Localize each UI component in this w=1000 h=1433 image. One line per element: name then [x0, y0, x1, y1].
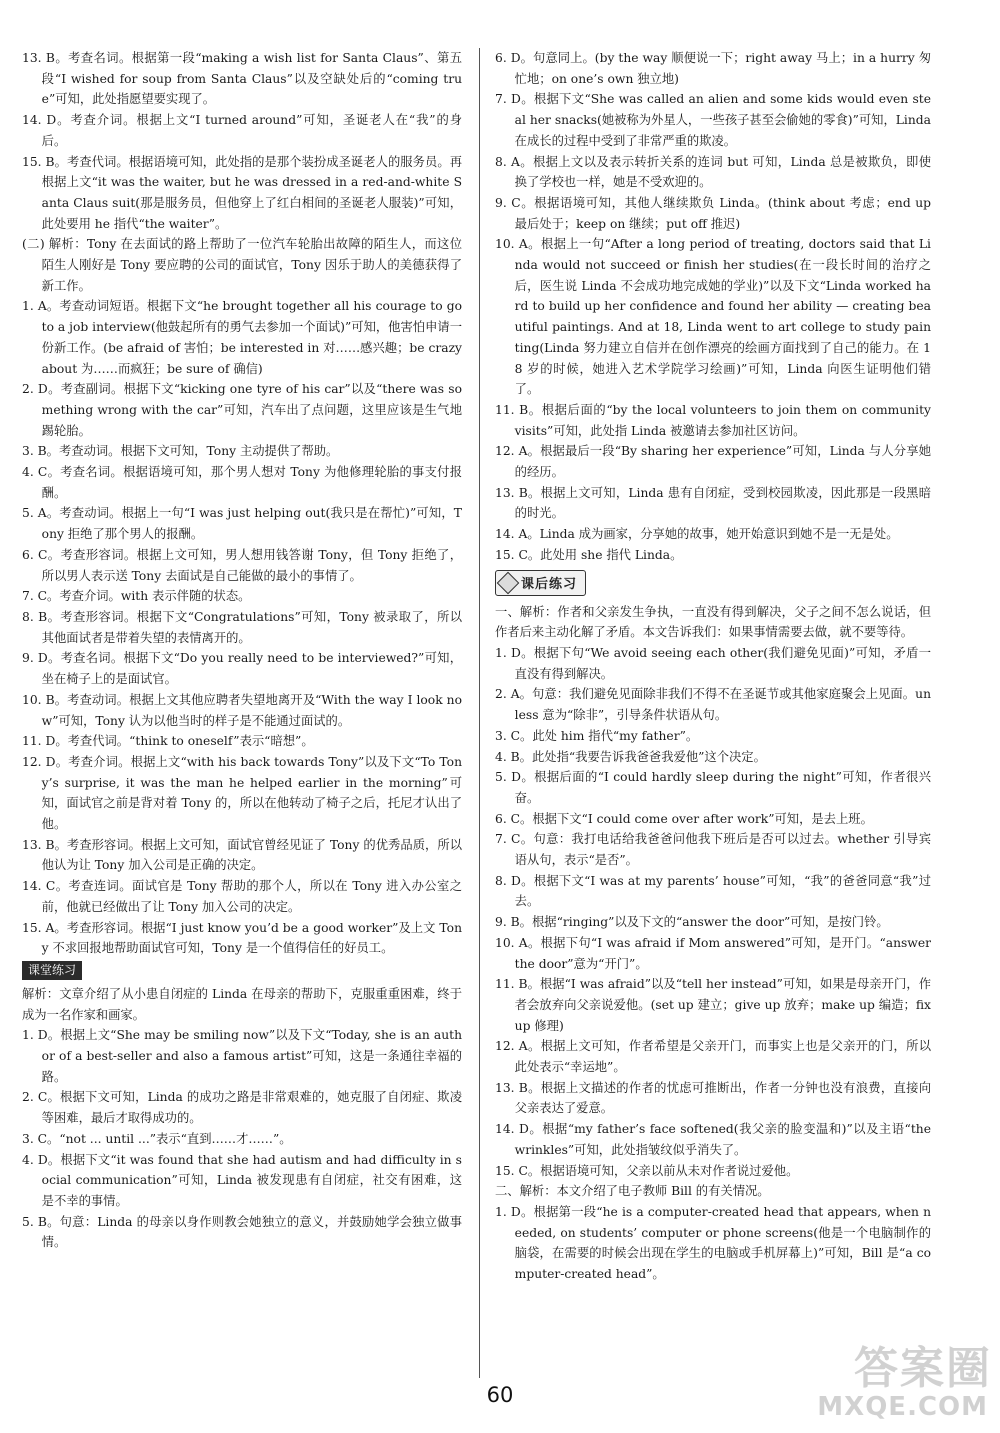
answer-explanation: 9. D。考查名词。根据下文“Do you really need to be interviewed?”可知，坐在椅子上的是面试官。 [22, 651, 462, 687]
answer-explanation: 9. B。根据“ringing”以及下文的“answer the door”可知，是按门铃。 [495, 915, 889, 930]
answer-explanation: 13. B。根据上文可知，Linda 患有自闭症，受到校园欺凌，因此那是一段黑暗的时光。 [495, 485, 931, 521]
answer-explanation: 10. A。根据下句“I was afraid if Mom answered”可知，是开门。“answer the door”意为“开门”。 [495, 935, 931, 971]
answer-explanation: 2. A。句意：我们避免见面除非我们不得不在圣诞节或其他家庭聚会上见面。unless 意为“除非”，引导条件状语从句。 [495, 687, 931, 723]
answer-explanation: 4. B。此处指“我要告诉我爸爸我爱他”这个决定。 [495, 749, 766, 764]
answer-explanation: 10. B。考查动词。根据上文其他应聘者失望地离开及“With the way I look now”可知，Tony 认为以他当时的样子是不能通过面试的。 [22, 692, 462, 728]
watermark-main-text: 答案圈 [854, 1343, 992, 1394]
answer-explanation: 6. C。考查形容词。根据上文可知，男人想用钱答谢 Tony，但 Tony 拒绝了，所以男人表示送 Tony 去面试是自己能做的最小的事情了。 [22, 547, 462, 583]
section-header-row [495, 566, 931, 602]
section-header-classroom-practice: 课堂练习 [22, 961, 82, 980]
page-number: 60 [486, 1383, 514, 1407]
answer-explanation: 14. A。Linda 成为画家，分享她的故事，她开始意识到她不是一无是处。 [495, 527, 899, 542]
answer-explanation: 14. D。根据“my father’s face softened(我父亲的脸变温和)”以及主语“the wrinkles”可知，此处指皱纹似乎消失了。 [495, 1122, 931, 1157]
answer-explanation: 14. D。考查介词。根据上文“I turned around”可知，圣诞老人在“我”的身后。 [22, 113, 462, 148]
answer-explanation: 5. B。句意：Linda 的母亲以身作则教会她独立的意义，并鼓励她学会独立做事情。 [22, 1214, 462, 1250]
answer-explanation: 9. C。根据语境可知，其他人继续欺负 Linda。(think about 考虑；end up 最后处于；keep on 继续；put off 推迟) [495, 195, 931, 231]
answer-explanation: 8. B。考查形容词。根据下文“Congratulations”可知，Tony 被录取了，所以其他面试者是带着失望的表情离开的。 [22, 609, 462, 645]
answer-explanation: 4. C。考查名词。根据语境可知，那个男人想对 Tony 为他修理轮胎的事支付报酬。 [22, 465, 462, 500]
answer-explanation: 3. C。此处 him 指代“my father”。 [495, 728, 699, 743]
passage-summary: 一、解析：作者和父亲发生争执，一直没有得到解决，父子之间不怎么说话，但作者后来主动化解了矛盾。本文告诉我们：如果事情需要去做，就不要等待。 [495, 604, 931, 640]
answer-explanation: 2. C。根据下文可知，Linda 的成功之路是非常艰难的，她克服了自闭症、欺凌等困难，最后才取得成功的。 [22, 1090, 462, 1126]
answer-explanation: 14. C。考查连词。面试官是 Tony 帮助的那个人，所以在 Tony 进入办公室之前，他就已经做出了让 Tony 加入公司的决定。 [22, 879, 462, 914]
answer-explanation: 12. A。根据上文可知，作者希望是父亲开门，而事实上也是父亲开的门，所以此处表示“幸运地”。 [495, 1039, 931, 1075]
answer-explanation: 3. C。“not ... until ...”表示“直到……才……”。 [22, 1131, 292, 1146]
answer-explanation: 7. C。句意：我打电话给我爸爸问他我下班后是否可以过去。whether 引导宾语从句，表示“是否”。 [495, 832, 931, 868]
answer-explanation: 1. D。根据上文“She may be smiling now”以及下文“Today, she is an author of a best-seller and also a famous artist”可知，这是一条通往幸福的路。 [22, 1028, 462, 1084]
answer-explanation: 5. D。根据后面的“I could hardly sleep during the night”可知，作者很兴奋。 [495, 770, 931, 805]
answer-explanation: 15. A。考查形容词。根据“I just know you’d be a good worker”及上文 Tony 不求回报地帮助面试官可知，Tony 是一个值得信任的好员工。 [22, 920, 462, 956]
answer-explanation: 15. C。根据语境可知，父亲以前从未对作者说过爱他。 [495, 1163, 799, 1178]
answer-explanation: 1. A。考查动词短语。根据下文“he brought together all his courage to go to a job interview(他鼓起所有的勇气去参加一个面试)”可知，他害怕申请一份新工作。(be afraid of 害怕；be interested in 对……感兴趣；be crazy about 为……而疯狂；be sure of 确信) [22, 299, 462, 376]
answer-explanation: 4. D。根据下文“it was found that she had autism and had difficulty in social communication”可知，Linda 被发现患有自闭症，社交有困难，这是不幸的事情。 [22, 1152, 462, 1208]
answer-explanation: 8. D。根据下文“I was at my parents’ house”可知，“我”的爸爸同意“我”过去。 [495, 873, 931, 909]
answer-explanation: 15. B。考查代词。根据语境可知，此处指的是那个装扮成圣诞老人的服务员。再根据上文“it was the waiter, but he was dressed in a red-and-white Santa Claus suit(那是服务员，但他穿上了红白相间的圣诞老人服装)”可知，此处要用 he 指代“the waiter”。 [22, 154, 462, 231]
answer-explanation: 7. D。根据下文“She was called an alien and some kids would even steal her snacks(她被称为外星人，一些孩子甚至会偷她的零食)”可知，Linda 在成长的过程中受到了非常严重的欺凌。 [495, 92, 931, 148]
answer-explanation: 6. D。句意同上。(by the way 顺便说一下；right away 马上；in a hurry 匆忙地；on one’s own 独立地) [495, 51, 931, 86]
column-divider [479, 48, 480, 1378]
answer-explanation: 15. C。此处用 she 指代 Linda。 [495, 547, 683, 562]
answer-explanation: 7. C。考查介词。with 表示伴随的状态。 [22, 589, 251, 604]
passage-summary: 二、解析：本文介绍了电子教师 Bill 的有关情况。 [495, 1184, 770, 1199]
answer-explanation: 10. A。根据上一句“After a long period of treating, doctors said that Linda would not succeed or finish her studies(在一段长时间的治疗之后，医生说 Linda 不会成功地完成她的学业)”以及下文“Linda worked hard to build up her confidence and found her ability — creating beautiful paintings. And at 18, Linda went to art college to study painting(Linda 努力建立自信并在创作漂亮的绘画方面找到了自己的能力。在 18 岁的时候，她进入艺术学院学习绘画)”可知，Linda 向医生证明他们错了。 [495, 237, 931, 397]
answer-explanation: 12. A。根据最后一段“By sharing her experience”可知，Linda 与人分享她的经历。 [495, 444, 931, 480]
answer-explanation: 13. B。考查形容词。根据上文可知，面试官曾经见证了 Tony 的优秀品质，所以他认为让 Tony 加入公司是正确的决定。 [22, 837, 462, 873]
diamond-icon [497, 571, 520, 594]
answer-explanation: 11. D。考查代词。“think to oneself”表示“暗想”。 [22, 734, 314, 749]
right-column [495, 48, 931, 1285]
answer-explanation: 12. D。考查介词。根据上文“with his back towards Tony”以及下文“To Tony’s surprise, it was the man he helped earlier in the morning”可知，面试官之前是背对着 Tony 的，所以在他转动了椅子之后，托尼才认出了他。 [22, 754, 462, 832]
section-header-after-class-practice [495, 570, 586, 596]
answer-explanation: (二) 解析：Tony 在去面试的路上帮助了一位汽车轮胎出故障的陌生人，而这位陌生人刚好是 Tony 要应聘的公司的面试官，Tony 因乐于助人的美德获得了新工作。 [22, 237, 462, 293]
answer-explanation: 11. B。根据后面的“by the local volunteers to join them on community visits”可知，此处指 Linda 被邀请去参加社区访问。 [495, 402, 931, 438]
passage-summary: 解析：文章介绍了从小患自闭症的 Linda 在母亲的帮助下，克服重重困难，终于成为一名作家和画家。 [22, 986, 462, 1022]
watermark-site-text: MXQE.COM [817, 1392, 988, 1422]
answer-explanation: 5. A。考查动词。根据上一句“I was just helping out(我只是在帮忙)”可知，Tony 拒绝了那个男人的报酬。 [22, 506, 462, 542]
answer-explanation: 13. B。考查名词。根据第一段“making a wish list for Santa Claus”、第五段“I wished for soup from Santa Claus”以及空缺处后的“coming true”可知，此处指愿望要实现了。 [22, 51, 462, 107]
answer-explanation: 13. B。根据上文描述的作者的忧虑可推断出，作者一分钟也没有浪费，直接向父亲表达了爱意。 [495, 1080, 931, 1116]
answer-explanation: 3. B。考查动词。根据下文可知，Tony 主动提供了帮助。 [22, 444, 339, 459]
section-header-label: 课后练习 [521, 577, 578, 593]
answer-explanation: 8. A。根据上文以及表示转折关系的连词 but 可知，Linda 总是被欺负，即使换了学校也一样，她是不受欢迎的。 [495, 154, 931, 190]
answer-explanation: 6. C。根据下文“I could come over after work”可知，是去上班。 [495, 811, 873, 826]
watermark-logo [792, 1332, 992, 1428]
answer-explanation: 11. B。根据“I was afraid”以及“tell her instead”可知，如果是母亲开门，作者会放弃向父亲说爱他。(set up 建立；give up 放弃；make up 编造；fix up 修理) [495, 977, 931, 1033]
section-header-row [22, 959, 462, 984]
answer-explanation: 2. D。考查副词。根据下文“kicking one tyre of his car”以及“there was something wrong with the car”可知，汽车出了点问题，这里应该是生气地踢轮胎。 [22, 382, 462, 438]
left-column [22, 48, 462, 1253]
answer-explanation: 1. D。根据下句“We avoid seeing each other(我们避免见面)”可知，矛盾一直没有得到解决。 [495, 645, 931, 681]
answer-explanation: 1. D。根据第一段“he is a computer-created head that appears, when needed, on students’ computer or phone screens(他是一个电脑制作的脑袋，在需要的时候会出现在学生的电脑或手机屏幕上)”可知，Bill 是“a computer-created head”。 [495, 1204, 931, 1282]
